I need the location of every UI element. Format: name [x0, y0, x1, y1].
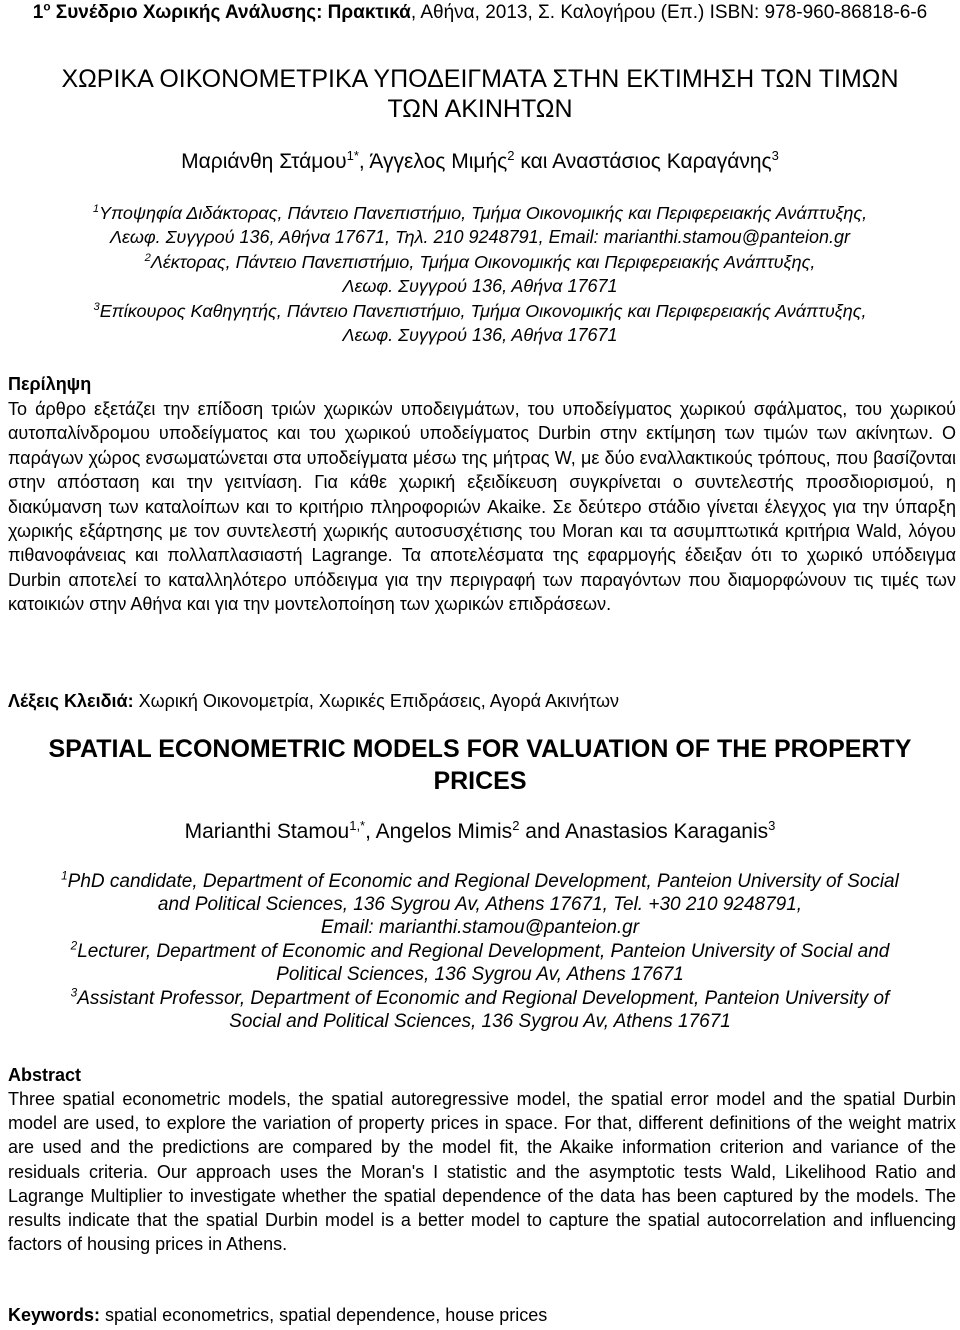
greek-affiliation-1-line1: Υποψηφία Διδάκτορας, Πάντειο Πανεπιστήμιο, Τμήμα Οικονομικής και Περιφερειακής Ανάπτυξης,	[99, 203, 868, 223]
english-author-2: , Angelos Mimis	[365, 820, 513, 843]
greek-author-3: και Αναστάσιος Καραγάνης	[514, 150, 772, 173]
english-title-line1: SPATIAL ECONOMETRIC MODELS FOR VALUATION OF THE PROPERTY	[48, 735, 912, 763]
greek-affiliation-3	[28, 299, 932, 347]
greek-authors	[0, 149, 960, 175]
english-affiliation-3-line1: Assistant Professor, Department of Economic and Regional Development, Panteion University of	[77, 988, 890, 1009]
english-author-2-sup: 2	[512, 818, 520, 833]
greek-author-1-sup: 1*	[346, 148, 359, 163]
greek-affiliation-3-line1: Επίκουρος Καθηγητής, Πάντειο Πανεπιστήμιο, Τμήμα Οικονομικής και Περιφερειακής Ανάπτυξης,	[99, 301, 867, 321]
greek-affiliation-1-sup: 1	[92, 203, 100, 215]
greek-affiliation-3-line2: Λεωφ. Συγγρού 136, Αθήνα 17671	[342, 325, 618, 345]
english-keywords-text: spatial econometrics, spatial dependence, house prices	[100, 1305, 548, 1325]
greek-title-line2: ΤΩΝ ΑΚΙΝΗΤΩΝ	[387, 95, 573, 123]
english-title	[0, 733, 960, 797]
greek-keywords-label: Λέξεις Κλειδιά:	[8, 691, 134, 711]
english-keywords	[8, 1303, 956, 1327]
english-affiliation-2-line1: Lecturer, Department of Economic and Regional Development, Panteion University of Social and	[77, 941, 890, 962]
greek-abstract-text: Το άρθρο εξετάζει την επίδοση τριών χωρικών υποδειγμάτων, του υποδείγματος χωρικού σφάλματος, του χωρικού αυτοπαλίνδρομου υποδείγματος και του χωρικού υποδείγματος Durbin στην εκτίμηση των τιμών των ακίνητων. Ο παράγων χώρος ενσωματώνεται στα υποδείγματα μέσω της μήτρας W, με δύο εναλλακτικούς τρόπους, που βασίζονται στην απόσταση και την γειτνίαση. Για κάθε χωρική εξειδίκευση συγκρίνεται ο συντελεστής προσδιορισμού, η διακύμανση των καταλοίπων και το κριτήριο πληροφοριών Akaike. Σε δεύτερο στάδιο γίνεται έλεγχος για την ύπαρξη χωρικής εξάρτησης με τον συντελεστή χωρικής αυτοσυσχέτισης του Moran και τα ασυμπτωτικά κριτήρια Wald, λόγου πιθανοφάνειας και πολλαπλασιαστή Lagrange. Τα αποτελέσματα της εφαρμογής έδειξαν ότι το χωρικό υπόδειγμα Durbin αποτελεί το καταλληλότερο υπόδειγμα για την περιγραφή των παραγόντων που διαμορφώνουν τις τιμές των κατοικιών στην Αθήνα και για την μοντελοποίηση των χωρικών επιδράσεων.	[8, 399, 956, 615]
english-affiliation-2	[28, 940, 932, 986]
greek-keywords	[8, 689, 956, 713]
english-affiliation-3	[28, 987, 932, 1033]
greek-keywords-text: Χωρική Οικονομετρία, Χωρικές Επιδράσεις, Αγορά Ακινήτων	[133, 691, 620, 711]
english-author-3-sup: 3	[768, 818, 776, 833]
conference-header	[0, 0, 960, 26]
greek-author-2-sup: 2	[507, 148, 515, 163]
greek-author-2: , Άγγελος Μιμής	[358, 150, 508, 173]
greek-affiliation-2-sup: 2	[144, 252, 151, 264]
conference-number: 1	[32, 2, 44, 23]
english-title-line2: PRICES	[433, 767, 527, 795]
greek-affiliation-1-line2: Λεωφ. Συγγρού 136, Αθήνα 17671, Τηλ. 210 9248791, Email: marianthi.stamou@panteion.gr	[109, 227, 851, 247]
english-abstract-heading: Abstract	[8, 1065, 82, 1085]
english-affiliation-1-sup: 1	[61, 869, 68, 883]
greek-title	[0, 64, 960, 124]
greek-affiliation-2-line2: Λεωφ. Συγγρού 136, Αθήνα 17671	[342, 276, 618, 296]
english-authors	[0, 819, 960, 845]
greek-author-1: Μαριάνθη Στάμου	[181, 150, 347, 173]
greek-abstract-heading: Περίληψη	[8, 374, 92, 394]
conference-number-sup: ο	[43, 0, 51, 14]
english-affiliation-2-line2: Political Sciences, 136 Sygrou Av, Athens 17671	[276, 964, 684, 985]
english-abstract-text: Three spatial econometric models, the spatial autoregressive model, the spatial error model and the spatial Durbin model are used, to explore the variation of property prices in space. For that, different definitions of the weight matrix are used and the predictions are compared by the model fit, the Akaike information criterion and variance of the residuals criteria. Our approach uses the Moran's I statistic and the asymptotic tests Wald, Likelihood Ratio and Lagrange Multiplier to investigate whether the spatial dependence of the data has been captured by the models. The results indicate that the spatial Durbin model is a better model to capture the spatial autocorrelation and influencing factors of housing prices in Athens.	[8, 1089, 956, 1255]
greek-affiliation-2	[28, 250, 932, 298]
english-keywords-label: Keywords:	[8, 1305, 101, 1325]
conference-name: Συνέδριο Χωρικής Ανάλυσης: Πρακτικά	[50, 2, 411, 23]
english-affiliation-1	[28, 870, 932, 939]
conference-details: , Αθήνα, 2013, Σ. Καλογήρου (Επ.) ISBN: 978-960-86818-6-6	[410, 2, 928, 23]
english-affiliation-1-line1: PhD candidate, Department of Economic and Regional Development, Panteion University of Social	[67, 871, 899, 892]
english-affiliation-1-line2: and Political Sciences, 136 Sygrou Av, Athens 17671, Tel. +30 210 9248791,	[157, 894, 803, 915]
english-affiliation-1-line3: Email: marianthi.stamou@panteion.gr	[320, 917, 640, 938]
english-affiliation-3-line2: Social and Political Sciences, 136 Sygrou Av, Athens 17671	[229, 1011, 731, 1032]
english-affiliation-2-sup: 2	[70, 939, 78, 953]
greek-affiliation-1	[28, 201, 932, 249]
greek-affiliation-2-line1: Λέκτορας, Πάντειο Πανεπιστήμιο, Τμήμα Οικονομικής και Περιφερειακής Ανάπτυξης,	[150, 252, 816, 272]
english-author-1-sup: 1,*	[349, 818, 366, 833]
greek-affiliation-3-sup: 3	[93, 301, 100, 313]
greek-title-line1: ΧΩΡΙΚΑ ΟΙΚΟΝΟΜΕΤΡΙΚΑ ΥΠΟΔΕΙΓΜΑΤΑ ΣΤΗΝ ΕΚΤΙΜΗΣΗ ΤΩΝ ΤΙΜΩΝ	[61, 65, 899, 93]
english-affiliation-3-sup: 3	[70, 986, 78, 1000]
english-author-1: Marianthi Stamou	[184, 820, 350, 843]
english-author-3: and Anastasios Karaganis	[519, 820, 769, 843]
greek-author-3-sup: 3	[771, 148, 779, 163]
